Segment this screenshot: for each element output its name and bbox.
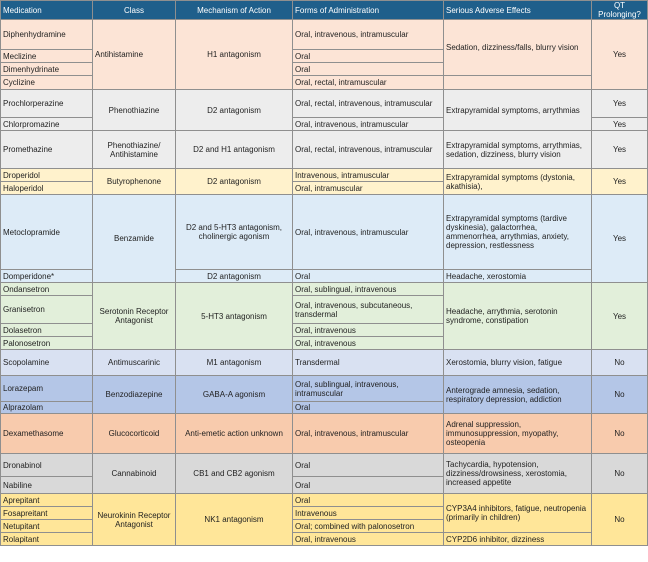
adverse-cell: Headache, arrythmia, serotonin syndrome, constipation <box>444 283 592 350</box>
table-row <box>1 376 648 402</box>
table-row <box>1 414 648 454</box>
class-cell: Serotonin Receptor Antagonist <box>93 283 176 350</box>
medication-cell: Ondansetron <box>1 283 93 296</box>
table-row <box>1 131 648 169</box>
forms-cell: Oral, intramuscular <box>293 182 444 195</box>
class-cell: Benzodiazepine <box>93 376 176 414</box>
mechanism-cell: D2 and H1 antagonism <box>176 131 293 169</box>
qt-cell: No <box>592 454 648 494</box>
mechanism-cell: 5-HT3 antagonism <box>176 283 293 350</box>
forms-cell: Oral <box>293 454 444 477</box>
mechanism-cell: D2 antagonism <box>176 270 293 283</box>
header-qt-prolonging: QT Prolonging? <box>592 1 648 20</box>
forms-cell: Oral <box>293 494 444 507</box>
forms-cell: Oral <box>293 477 444 494</box>
forms-cell: Oral, intravenous, intramuscular <box>293 195 444 270</box>
table-row <box>1 90 648 118</box>
forms-cell: Oral <box>293 63 444 76</box>
mechanism-cell: D2 antagonism <box>176 169 293 195</box>
adverse-cell-empty <box>444 76 592 90</box>
table-row <box>1 20 648 50</box>
forms-cell: Oral, rectal, intravenous, intramuscular <box>293 131 444 169</box>
forms-cell: Oral, sublingual, intravenous <box>293 283 444 296</box>
medication-cell: Cyclizine <box>1 76 93 90</box>
forms-cell: Oral, rectal, intravenous, intramuscular <box>293 90 444 118</box>
forms-cell: Oral, intravenous, intramuscular <box>293 20 444 50</box>
qt-cell: Yes <box>592 131 648 169</box>
mechanism-cell: NK1 antagonism <box>176 494 293 546</box>
header-row <box>1 1 648 20</box>
medication-cell: Haloperidol <box>1 182 93 195</box>
forms-cell: Oral, intravenous <box>293 337 444 350</box>
forms-cell: Oral, sublingual, intravenous, intramuscular <box>293 376 444 402</box>
adverse-cell: Extrapyramidal symptoms, arrythmias, sedation, dizziness, blurry vision <box>444 131 592 169</box>
medication-cell: Scopolamine <box>1 350 93 376</box>
adverse-cell: Xerostomia, blurry vision, fatigue <box>444 350 592 376</box>
qt-cell: No <box>592 494 648 546</box>
forms-cell: Transdermal <box>293 350 444 376</box>
forms-cell: Oral <box>293 270 444 283</box>
table-row <box>1 494 648 507</box>
mechanism-cell: M1 antagonism <box>176 350 293 376</box>
header-adverse-effects: Serious Adverse Effects <box>444 1 592 20</box>
medication-cell: Rolapitant <box>1 533 93 546</box>
medication-cell: Diphenhydramine <box>1 20 93 50</box>
forms-cell: Oral, intravenous <box>293 533 444 546</box>
header-class: Class <box>93 1 176 20</box>
medication-cell: Domperidone* <box>1 270 93 283</box>
table-row <box>1 350 648 376</box>
table-row <box>1 195 648 270</box>
forms-cell: Oral, rectal, intramuscular <box>293 76 444 90</box>
qt-cell: Yes <box>592 195 648 283</box>
medication-cell: Aprepitant <box>1 494 93 507</box>
class-cell: Phenothiazine <box>93 90 176 131</box>
forms-cell: Oral, intravenous, intramuscular <box>293 414 444 454</box>
mechanism-cell: D2 antagonism <box>176 90 293 131</box>
medication-cell: Promethazine <box>1 131 93 169</box>
forms-cell: Oral, intravenous, intramuscular <box>293 118 444 131</box>
table-row <box>1 283 648 296</box>
mechanism-cell: H1 antagonism <box>176 20 293 90</box>
medication-cell: Meclizine <box>1 50 93 63</box>
adverse-cell: Anterograde amnesia, sedation, respiratory depression, addiction <box>444 376 592 414</box>
header-medication: Medication <box>1 1 93 20</box>
mechanism-cell: D2 and 5-HT3 antagonism, cholinergic agonism <box>176 195 293 270</box>
mechanism-cell: CB1 and CB2 agonism <box>176 454 293 494</box>
class-cell: Benzamide <box>93 195 176 283</box>
forms-cell: Intravenous, intramuscular <box>293 169 444 182</box>
medication-cell: Lorazepam <box>1 376 93 402</box>
forms-cell: Oral, intravenous, subcutaneous, transdermal <box>293 296 444 324</box>
medication-cell: Palonosetron <box>1 337 93 350</box>
qt-cell: Yes <box>592 118 648 131</box>
adverse-cell: Headache, xerostomia <box>444 270 592 283</box>
medication-cell: Chlorpromazine <box>1 118 93 131</box>
class-cell: Cannabinoid <box>93 454 176 494</box>
medication-cell: Prochlorperazine <box>1 90 93 118</box>
mechanism-cell: Anti-emetic action unknown <box>176 414 293 454</box>
medication-cell: Dexamethasome <box>1 414 93 454</box>
class-cell: Antihistamine <box>93 20 176 90</box>
qt-cell: Yes <box>592 283 648 350</box>
table-row <box>1 169 648 182</box>
medication-cell: Alprazolam <box>1 402 93 414</box>
forms-cell: Oral, intravenous <box>293 324 444 337</box>
adverse-cell: Extrapyramidal symptoms (dystonia, akathisia), <box>444 169 592 195</box>
medication-cell: Netupitant <box>1 520 93 533</box>
class-cell: Antimuscarinic <box>93 350 176 376</box>
adverse-cell: Adrenal suppression, immunosuppression, myopathy, osteopenia <box>444 414 592 454</box>
forms-cell: Intravenous <box>293 507 444 520</box>
forms-cell: Oral <box>293 50 444 63</box>
forms-cell: Oral; combined with palonosetron <box>293 520 444 533</box>
class-cell: Neurokinin Receptor Antagonist <box>93 494 176 546</box>
header-mechanism: Mechanism of Action <box>176 1 293 20</box>
adverse-cell: Tachycardia, hypotension, dizziness/drowsiness, xerostomia, increased appetite <box>444 454 592 494</box>
mechanism-cell: GABA-A agonism <box>176 376 293 414</box>
qt-cell: No <box>592 414 648 454</box>
qt-cell: No <box>592 350 648 376</box>
adverse-cell: CYP2D6 inhibitor, dizziness <box>444 533 592 546</box>
class-cell: Glucocorticoid <box>93 414 176 454</box>
class-cell: Phenothiazine/ Antihistamine <box>93 131 176 169</box>
qt-cell: No <box>592 376 648 414</box>
adverse-cell: Extrapyramidal symptoms, arrythmias <box>444 90 592 131</box>
table-row <box>1 454 648 477</box>
medication-cell: Dronabinol <box>1 454 93 477</box>
adverse-cell: CYP3A4 inhibitors, fatigue, neutropenia (primarily in children) <box>444 494 592 533</box>
medication-cell: Droperidol <box>1 169 93 182</box>
qt-cell: Yes <box>592 20 648 90</box>
medication-cell: Nabiline <box>1 477 93 494</box>
qt-cell: Yes <box>592 169 648 195</box>
medication-cell: Dimenhydrinate <box>1 63 93 76</box>
medication-cell: Granisetron <box>1 296 93 324</box>
medication-cell: Metoclopramide <box>1 195 93 270</box>
class-cell: Butyrophenone <box>93 169 176 195</box>
forms-cell: Oral <box>293 402 444 414</box>
qt-cell: Yes <box>592 90 648 118</box>
adverse-cell: Sedation, dizziness/falls, blurry vision <box>444 20 592 76</box>
adverse-cell: Extrapyramidal symptoms (tardive dyskinesia), galactorrhea, ammenorrhea, arrythmias, anxiety, depression, restlessness <box>444 195 592 270</box>
medication-cell: Fosapreitant <box>1 507 93 520</box>
header-forms: Forms of Administration <box>293 1 444 20</box>
medication-cell: Dolasetron <box>1 324 93 337</box>
